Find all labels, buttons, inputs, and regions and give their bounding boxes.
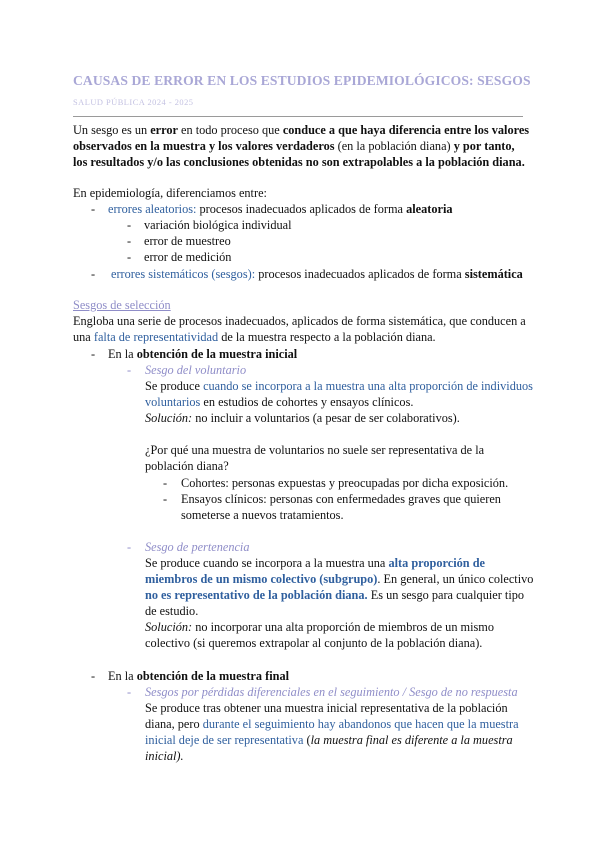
membership-line-3: no es representativo de la población diana. Es un sesgo para cualquier tipo xyxy=(145,588,525,602)
bullet-dash: - xyxy=(91,669,96,683)
bullet-dash: - xyxy=(127,363,132,377)
definition-line-1: Un sesgo es un error en todo proceso que conduce a que haya diferencia entre los valores xyxy=(73,123,530,137)
volunteer-solution: Solución: no incluir a voluntarios (a pesar de ser colaborativos). xyxy=(145,411,460,425)
volunteer-line-2: voluntarios en estudios de cohortes y ensayos clínicos. xyxy=(145,395,414,409)
section-heading-selection-bias: Sesgos de selección xyxy=(73,298,171,312)
losses-bias-name: Sesgos por pérdidas diferenciales en el seguimiento / Sesgo de no respuesta xyxy=(145,685,518,699)
volunteer-reason-trials: Ensayos clínicos: personas con enfermedades graves que quieren xyxy=(181,492,501,506)
selection-desc-line-1: Engloba una serie de procesos inadecuados, aplicados de forma sistemática, que conducen a xyxy=(73,314,526,328)
bullet-dash: - xyxy=(91,202,96,216)
membership-bias-name: Sesgo de pertenencia xyxy=(145,540,250,554)
bullet-dash: - xyxy=(91,347,96,361)
definition-line-2: observados en la muestra y los valores verdaderos (en la población diana) y por tanto, xyxy=(73,139,515,153)
losses-line-3: inicial deje de ser representativa (la muestra final es diferente a la muestra xyxy=(145,733,513,747)
losses-line-4: inicial). xyxy=(145,749,184,763)
bullet-dash: - xyxy=(127,250,132,264)
header-divider xyxy=(73,116,523,117)
volunteer-bias-name: Sesgo del voluntario xyxy=(145,363,247,377)
bullet-dash: - xyxy=(163,476,168,490)
losses-line-2: diana, pero durante el seguimiento hay abandonos que hacen que la muestra xyxy=(145,717,519,731)
membership-line-1: Se produce cuando se incorpora a la muestra una alta proporción de xyxy=(145,556,486,570)
volunteer-line-1: Se produce cuando se incorpora a la muestra una alta proporción de individuos xyxy=(145,379,533,393)
bullet-dash: - xyxy=(163,492,168,506)
volunteer-question-line-1: ¿Por qué una muestra de voluntarios no suele ser representativa de la xyxy=(145,443,485,457)
random-subitem: error de muestreo xyxy=(144,234,231,248)
membership-line-2: miembros de un mismo colectivo (subgrupo). En general, un único colectivo xyxy=(145,572,534,586)
epi-intro: En epidemiología, diferenciamos entre: xyxy=(73,186,267,200)
bullet-dash: - xyxy=(127,685,132,699)
volunteer-question-line-2: población diana? xyxy=(145,459,229,473)
random-subitem: variación biológica individual xyxy=(144,218,292,232)
document-subtitle: SALUD PÚBLICA 2024 - 2025 xyxy=(73,98,194,107)
bullet-dash: - xyxy=(127,234,132,248)
random-errors-item: errores aleatorios: procesos inadecuados aplicados de forma aleatoria xyxy=(108,202,453,216)
bullet-dash: - xyxy=(127,218,132,232)
membership-line-4: de estudio. xyxy=(145,604,199,618)
initial-sample-item: En la obtención de la muestra inicial xyxy=(108,347,298,361)
membership-solution-line-2: colectivo (si queremos extrapolar al conjunto de la población diana). xyxy=(145,636,483,650)
volunteer-reason-trials-cont: someterse a nuevos tratamientos. xyxy=(181,508,344,522)
losses-line-1: Se produce tras obtener una muestra inicial representativa de la población xyxy=(145,701,508,715)
bullet-dash: - xyxy=(91,267,96,281)
membership-solution-line-1: Solución: no incorporar una alta proporción de miembros de un mismo xyxy=(145,620,495,634)
final-sample-item: En la obtención de la muestra final xyxy=(108,669,290,683)
document-title: CAUSAS DE ERROR EN LOS ESTUDIOS EPIDEMIOLÓGICOS: SESGOS xyxy=(73,73,531,88)
selection-desc-line-2: una falta de representatividad de la muestra respecto a la población diana. xyxy=(73,330,436,344)
bullet-dash: - xyxy=(127,540,132,554)
systematic-errors-item: errores sistemáticos (sesgos): procesos inadecuados aplicados de forma sistemática xyxy=(111,267,523,281)
definition-line-3: los resultados y/o las conclusiones obtenidas no son extrapolables a la población diana. xyxy=(73,155,525,169)
random-subitem: error de medición xyxy=(144,250,232,264)
volunteer-reason-cohorts: Cohortes: personas expuestas y preocupadas por dicha exposición. xyxy=(181,476,509,490)
